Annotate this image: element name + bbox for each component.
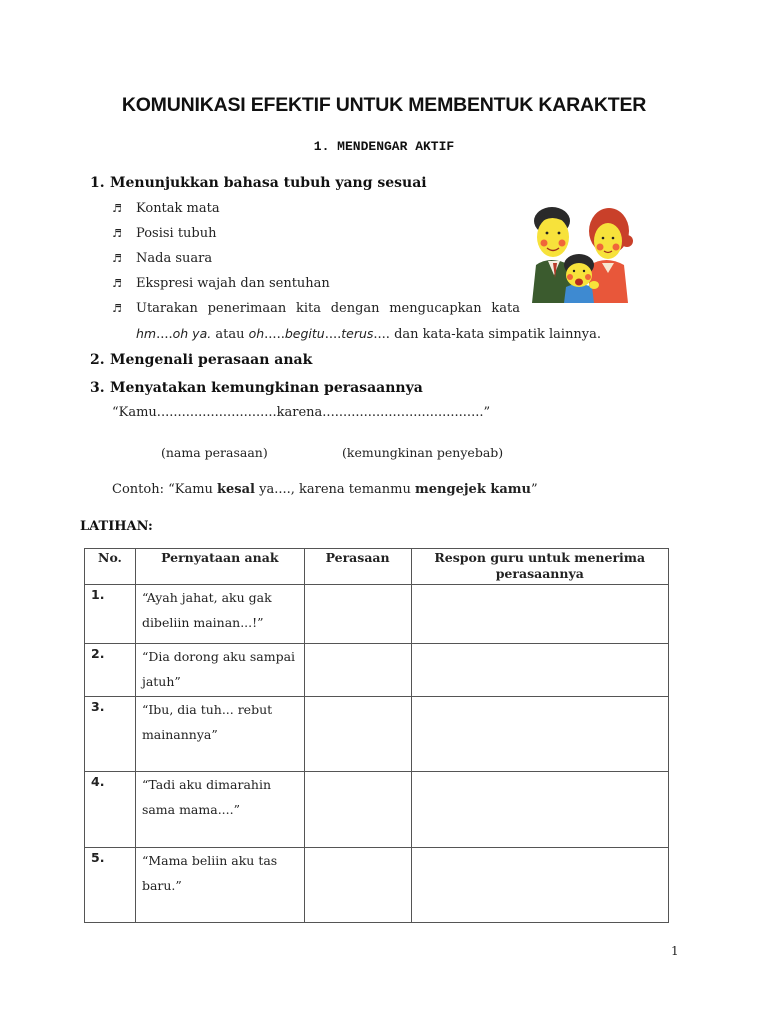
template-sentence: “Kamu.............................karena.......................................” [112, 405, 491, 420]
music-note-icon: ♬ [112, 302, 122, 315]
bullet-item: ♬ Posisi tubuh [112, 226, 217, 241]
table-row [85, 644, 669, 697]
feeling-cell[interactable] [304, 697, 411, 772]
music-note-icon: ♬ [112, 202, 122, 215]
child-statement: “Ibu, dia tuh... rebut mainannya” [135, 697, 304, 772]
column-header-response: Respon guru untuk menerima perasaannya [411, 549, 668, 585]
bullet-continuation: hm....oh ya. atau oh.....begitu....terus.... dan kata-kata simpatik lainnya. [136, 326, 602, 342]
hint-cause: (kemungkinan penyebab) [342, 445, 504, 460]
bullet-item: ♬ Nada suara [112, 251, 213, 266]
row-number: 4. [85, 772, 136, 848]
section-title: 1. MENDENGAR AKTIF [313, 139, 455, 154]
point-label: Menyatakan kemungkinan perasaannya [110, 380, 423, 396]
feeling-cell[interactable] [304, 772, 411, 848]
exercise-table [84, 548, 669, 923]
music-note-icon: ♬ [112, 252, 122, 265]
bullet-item-text: Utarakan penerimaan kita dengan mengucapkan kata [136, 301, 520, 316]
point-number: 1. [90, 175, 105, 191]
row-number: 3. [85, 697, 136, 772]
music-note-icon: ♬ [112, 277, 122, 290]
response-cell[interactable] [411, 644, 668, 697]
row-number: 1. [85, 585, 136, 644]
child-statement: “Ayah jahat, aku gak dibeliin mainan...!” [135, 585, 304, 644]
point-3-heading [90, 380, 423, 396]
point-1-heading [90, 175, 427, 191]
point-number: 2. [90, 352, 105, 368]
exercise-heading: LATIHAN: [80, 519, 153, 534]
bullet-item: ♬ Ekspresi wajah dan sentuhan [112, 276, 330, 291]
child-statement: “Tadi aku dimarahin sama mama....” [135, 772, 304, 848]
page-number: 1 [671, 944, 679, 958]
table-row [85, 697, 669, 772]
column-header-no: No. [85, 549, 136, 585]
row-number: 2. [85, 644, 136, 697]
point-2-heading [90, 352, 312, 368]
response-cell[interactable] [411, 848, 668, 923]
music-note-icon: ♬ [112, 227, 122, 240]
column-header-feeling: Perasaan [304, 549, 411, 585]
response-cell[interactable] [411, 697, 668, 772]
row-number: 5. [85, 848, 136, 923]
feeling-cell[interactable] [304, 644, 411, 697]
child-statement: “Mama beliin aku tas baru.” [135, 848, 304, 923]
feeling-cell[interactable] [304, 848, 411, 923]
page-title: KOMUNIKASI EFEKTIF UNTUK MEMBENTUK KARAKTER [121, 94, 647, 116]
table-header-row [85, 549, 669, 585]
hint-feeling: (nama perasaan) [161, 445, 268, 460]
child-statement: “Dia dorong aku sampai jatuh” [135, 644, 304, 697]
example-sentence: Contoh: “Kamu kesal ya...., karena temanmu mengejek kamu” [112, 482, 538, 497]
response-cell[interactable] [411, 585, 668, 644]
feeling-cell[interactable] [304, 585, 411, 644]
table-row [85, 585, 669, 644]
point-label: Menunjukkan bahasa tubuh yang sesuai [110, 175, 427, 191]
table-row [85, 772, 669, 848]
table-row [85, 848, 669, 923]
point-label: Mengenali perasaan anak [110, 352, 313, 368]
bullet-item: ♬ Kontak mata [112, 201, 220, 216]
point-number: 3. [90, 380, 105, 396]
family-illustration [528, 203, 638, 303]
response-cell[interactable] [411, 772, 668, 848]
column-header-statement: Pernyataan anak [135, 549, 304, 585]
bullet-item [112, 301, 136, 316]
